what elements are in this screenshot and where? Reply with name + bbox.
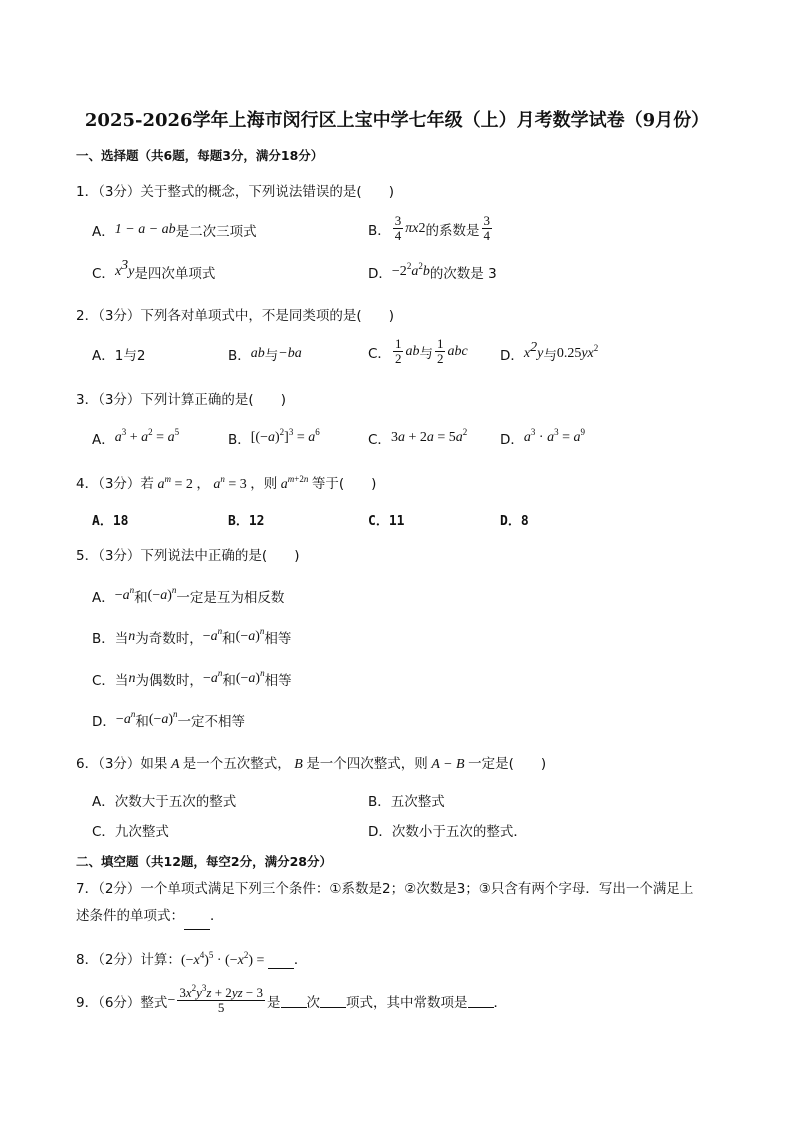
question-2-stem: 2．（3分）下列各对单项式中，不是同类项的是( ) xyxy=(76,308,394,324)
question-6-option-d: D．次数小于五次的整式． xyxy=(368,824,527,840)
question-3-stem: 3．（3分）下列计算正确的是( ) xyxy=(76,392,286,408)
question-4-option-c: C．11 xyxy=(368,514,405,529)
question-5-option-a: A． $-a^n$ 和 $(-a)^n$ 一定是互为相反数 xyxy=(92,585,285,606)
question-5-option-b: B．当 n 为奇数时， $-a^n$ 和 $(-a)^n$ 相等 xyxy=(92,626,292,647)
question-4-option-d: D．8 xyxy=(500,514,529,529)
question-1-stem: 1．（3分）关于整式的概念，下列说法错误的是( ) xyxy=(76,184,394,200)
question-2-option-a: A．1与2 xyxy=(92,348,146,364)
question-4-option-a: A．18 xyxy=(92,514,129,529)
question-9: 9．（6分）整式 − $\frac{3x^2y^3z + 2yz - 3}{5}$ 是 次 项式，其中常数项是 ． xyxy=(76,983,507,1015)
question-8: 8．（2分）计算：$(-x^4)^5 \cdot (-x^2)$ = ． xyxy=(76,950,308,968)
answer-blank xyxy=(281,993,307,1008)
fraction: $\frac{1}{2}$ xyxy=(394,336,402,366)
question-6-stem: 6．（3分）如果 A 是一个五次整式， B 是一个四次整式，则 A − B 一定是( ) xyxy=(76,756,547,772)
question-1-option-b: B． $\frac{3}{4}$ πx 2 的系数是 $\frac{3}{4}$ xyxy=(368,213,490,243)
question-7: 7．（2分）一个单项式满足下列三个条件：①系数是2；②次数是3；③只含有两个字母．写出一个满足上 述条件的单项式： ． xyxy=(76,876,726,930)
question-3-option-d: D． $a^3 \cdot a^3 = a^9$ xyxy=(500,427,585,448)
question-5-option-d: D． $-a^n$ 和 $(-a)^n$ 一定不相等 xyxy=(92,709,246,730)
question-5-option-c: C．当 n 为偶数时， $-a^n$ 和 $(-a)^n$ 相等 xyxy=(92,668,292,689)
page-title: 2025-2026学年上海市闵行区上宝中学七年级（上）月考数学试卷（9月份） xyxy=(84,110,710,131)
question-2-option-d: D． $x^2y$ 与 $0.25yx^2$ xyxy=(500,340,599,364)
answer-blank xyxy=(184,915,210,930)
question-1-option-a: A． 1 − a − ab 是二次三项式 xyxy=(92,222,257,240)
question-4-stem: 4．（3分）若 $a^m = 2$ ， $a^n = 3$ ，则 $a^{m+2n}$ 等于( ) xyxy=(76,474,377,492)
math-expr: $-2^2a^2b$ xyxy=(391,261,430,279)
fraction: $\frac{1}{2}$ xyxy=(436,336,444,366)
fraction: $\frac{3}{4}$ xyxy=(483,213,490,243)
question-1-option-c: C． $x^3y$ 是四次单项式 xyxy=(92,258,216,282)
question-6-option-c: C．九次整式 xyxy=(92,824,169,840)
math-expr: 1 − a − ab xyxy=(114,222,176,237)
question-6-option-b: B．五次整式 xyxy=(368,794,445,810)
math-expr: $x^3y$ xyxy=(114,258,135,279)
question-5-stem: 5．（3分）下列说法中正确的是( ) xyxy=(76,548,300,564)
question-4-option-b: B．12 xyxy=(228,514,265,529)
fraction: $\frac{3}{4}$ xyxy=(394,213,402,243)
answer-blank xyxy=(268,954,294,969)
question-6-option-a: A．次数大于五次的整式 xyxy=(92,794,237,810)
answer-blank xyxy=(320,993,346,1008)
fraction: $\frac{3x^2y^3z + 2yz - 3}{5}$ xyxy=(179,983,263,1015)
question-2-option-c: C． $\frac{1}{2}$ ab 与 $\frac{1}{2}$ abc xyxy=(368,336,468,366)
question-1-option-d: D． $-2^2a^2b$ 的次数是 3 xyxy=(368,261,497,282)
answer-blank xyxy=(468,993,494,1008)
question-2-option-b: B． ab 与 −ba xyxy=(228,346,302,364)
section-heading-fill: 二、填空题（共12题，每空2分，满分28分） xyxy=(76,854,332,869)
section-heading-choice: 一、选择题（共6题，每题3分，满分18分） xyxy=(76,148,324,163)
question-3-option-a: A． $a^3 + a^2 = a^5$ xyxy=(92,427,180,448)
question-3-option-b: B． $[(-a)^2]^3 = a^6$ xyxy=(228,427,320,448)
question-3-option-c: C． $3a + 2a = 5a^2$ xyxy=(368,427,468,448)
